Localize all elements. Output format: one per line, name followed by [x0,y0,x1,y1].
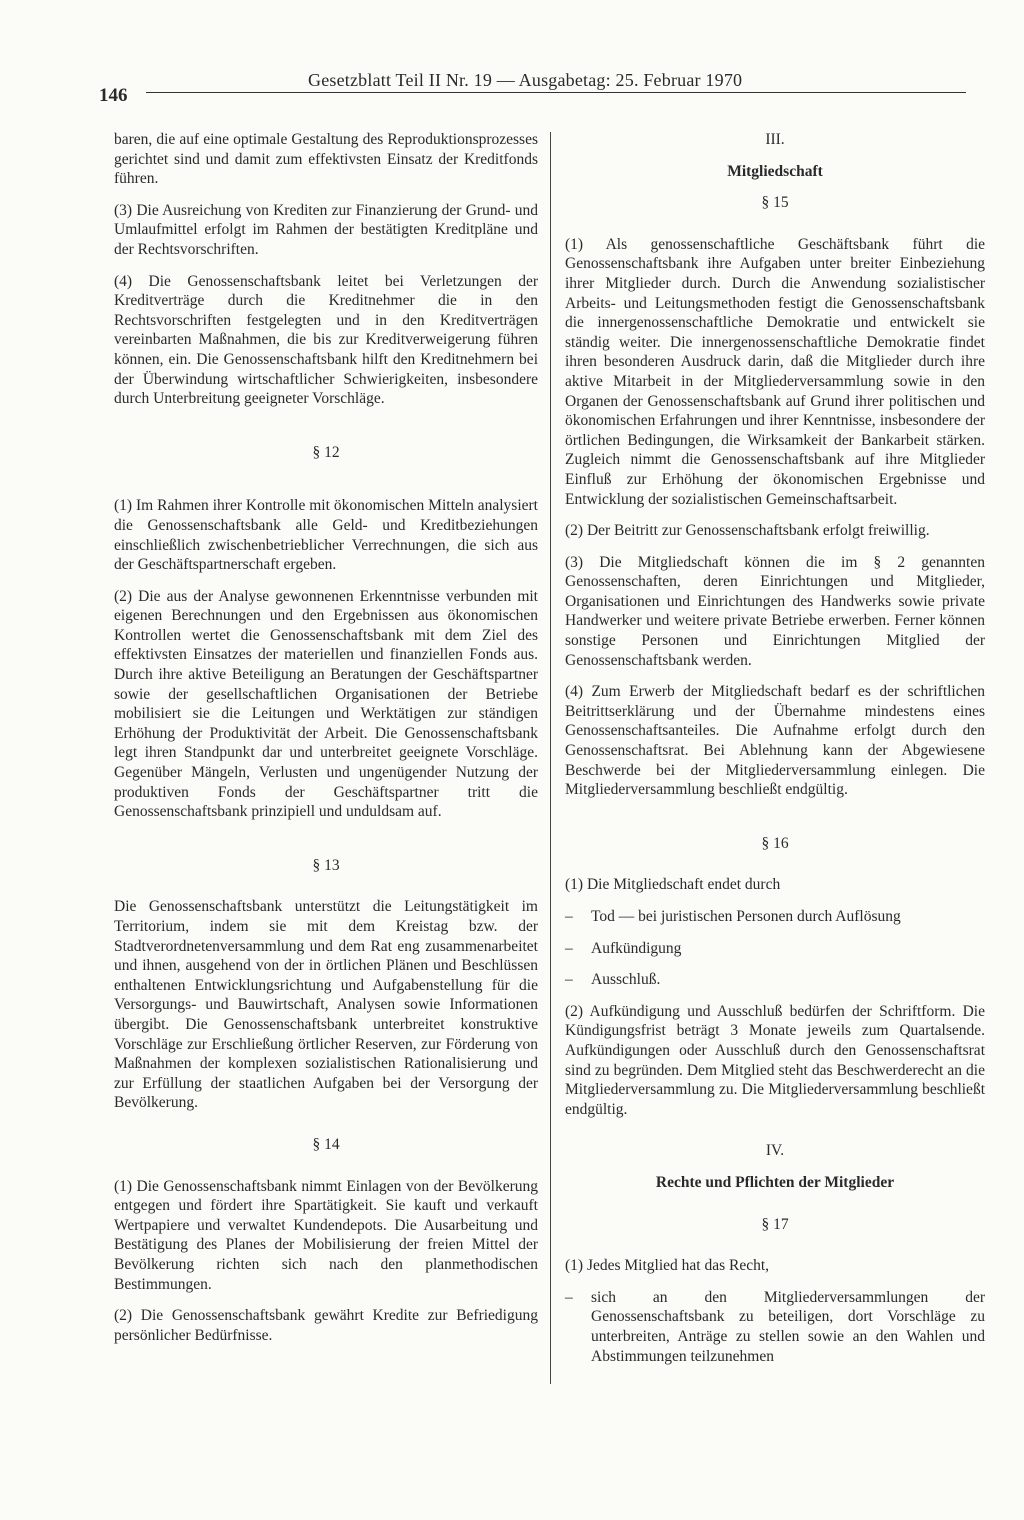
paragraph-13: Die Genossenschaftsbank unterstützt die Leitungstätigkeit im Territorium, indem sie mit dem Kreistag bzw. der Stadtverordnetenversammlung und dem Rat eng zusammenarbeitet und ihnen, ausgehend von der in örtlichen Plänen und Beschlüssen enthaltenen Entwicklungsrichtung und Aufgabenstellung für die Versorgungs- und Bauwirtschaft, Analysen sowie Informationen übergibt. Die Genossenschaftsbank unterbreitet konstruktive Vorschläge zur Erschließung örtlicher Reserven, zur Förderung von Maßnahmen der komplexen sozialistischen Rationalisierung und zur Erfüllung der staatlichen Aufgaben bei der Versorgung der Bevölkerung. [114,898,538,1112]
section-17-heading: § 17 [761,1215,789,1233]
part-4-title: Rechte und Pflichten der Mitglieder [655,1173,895,1191]
paragraph-17-1: (1) Jedes Mitglied hat das Recht, [565,1257,770,1275]
dash-marker: – [565,971,573,989]
list-item-text: sich an den Mitgliederversammlungen der Genossenschaftsbank zu beteiligen, dort Vorschläge zu unterbreiten, Anträge zu stellen sowie an den Wahlen und Abstimmungen teilzunehmen [591,1288,985,1365]
paragraph-16-2: (2) Aufkündigung und Ausschluß bedürfen der Schriftform. Die Kündigungsfrist beträgt 3 Monate jeweils zum Quartalsende. Aufkündigungen oder Ausschluß durch den Genossenschaftsrat sind zu begründen. Dem Mitglied steht das Beschwerderecht an die Mitgliederversammlung zu. Die Mitgliederversammlung beschließt endgültig. [565,1002,985,1118]
dash-marker: – [565,939,573,957]
paragraph-15-4: (4) Zum Erwerb der Mitgliedschaft bedarf es der schriftlichen Beitrittserklärung und der Übernahme mindestens eines Genossenschaftsanteiles. Die Aufnahme erfolgt durch den Genossenschaftsrat. Bei Ablehnung kann der Abgewiesene Beschwerde bei der Mitgliederversammlung einlegen. Die Mitgliederversammlung beschließt endgültig. [565,683,985,799]
section-16-heading: § 16 [761,834,789,852]
paragraph-15-1: (1) Als genossenschaftliche Geschäftsbank führt die Genossenschaftsbank ihre Aufgaben unter breiter Einbeziehung ihrer Mitglieder durch. Durch die Anwendung sozialistischer Arbeits- und Leitungsmethoden festigt die Genossenschaftsbank die innergenossenschaftliche Demokratie und entwickelt sie ständig weiter. Die innergenossenschaftliche Demokratie findet ihren besonderen Ausdruck darin, daß die Mitglieder durch ihre aktive Mitarbeit in der Mitgliederversammlung sowie in den Organen der Genossenschaftsbank auf Grund ihrer politischen und ökonomischen Erfahrungen und ihrer Kenntnisse, insbesondere der örtlichen Bedingungen, die Wirksamkeit der Bankarbeit stärken. Zugleich nimmt die Genossenschaftsbank auf ihre Mitglieder Einfluß zur Erhöhung der ökonomischen Ergebnisse und Entwicklung der sozialistischen Gemeinschaftsarbeit. [565,235,985,508]
dash-marker: – [565,1288,573,1306]
paragraph-11-3: (3) Die Ausreichung von Krediten zur Finanzierung der Grund- und Umlaufmittel erfolgt im Rahmen der bestätigten Kreditpläne und der Rechtsvorschriften. [114,201,538,258]
paragraph-14-1: (1) Die Genossenschaftsbank nimmt Einlagen von der Bevölkerung entgegen und fördert ihre Spartätigkeit. Sie kauft und verkauft Wertpapiere und verwaltet Kundendepots. Die Ausarbeitung und Bestätigung des Planes der Mobilisierung der freien Mittel der Bevölkerung richten sich nach den planmethodischen Bestimmungen. [114,1177,538,1293]
part-3-title: Mitgliedschaft [727,162,823,180]
running-title: Gesetzblatt Teil II Nr. 19 — Ausgabetag: 25. Februar 1970 [308,70,743,90]
list-item [565,970,985,990]
list-item-text: Ausschluß. [591,971,661,989]
section-14-heading: § 14 [312,1135,340,1153]
list-item [565,939,985,959]
paragraph-11-4: (4) Die Genossenschaftsbank leitet bei Verletzungen der Kreditverträge durch die Kreditnehmer die in den Rechtsvorschriften festgelegten und in den Kreditverträgen vereinbarten Maßnahmen, die bis zur Kreditverweigerung führen können, ein. Die Genossenschaftsbank hilft den Kreditnehmern bei der Überwindung wirtschaftlicher Schwierigkeiten, insbesondere durch Unterbreitung geeigneter Vorschläge. [114,272,538,408]
dash-marker: – [565,908,573,925]
page-number: 146 [99,85,128,106]
column-divider [550,132,551,1384]
paragraph-continuation: baren, die auf eine optimale Gestaltung des Reproduktionsprozesses gerichtet sind und damit zum effektivsten Einsatz der Kreditfonds führen. [114,131,538,188]
part-4-numeral: IV. [765,1142,785,1160]
header-rule [146,92,966,93]
paragraph-16-1: (1) Die Mitgliedschaft endet durch [565,876,781,894]
paragraph-15-2: (2) Der Beitritt zur Genossenschaftsbank erfolgt freiwillig. [565,522,930,540]
section-13-heading: § 13 [312,856,340,874]
left-column [114,130,538,1345]
section-15-heading: § 15 [761,194,789,212]
paragraph-12-1: (1) Im Rahmen ihrer Kontrolle mit ökonomischen Mitteln analysiert die Genossenschaftsbank alle Geld- und Kreditbeziehungen einschließlich zwischenbetrieblicher Verrechnungen, die sich aus der Geschäftspartnerschaft ergeben. [114,497,538,574]
list-item-text: Tod — bei juristischen Personen durch Auflösung [591,908,901,925]
paragraph-15-3: (3) Die Mitgliedschaft können die im § 2 genannten Genossenschaften, deren Einrichtungen und Mitglieder, Organisationen und Einrichtungen des Handwerks sowie private Handwerker und weitere private Betriebe erwerben. Ferner können sonstige Personen und Einrichtungen Mitglied der Genossenschaftsbank werden. [565,553,985,669]
section-12-heading: § 12 [312,443,340,461]
page-header [0,0,1024,110]
list-item-text: Aufkündigung [591,939,682,957]
list-item [565,1288,985,1366]
paragraph-14-2: (2) Die Genossenschaftsbank gewährt Kredite zur Befriedigung persönlicher Bedürfnisse. [114,1307,538,1344]
part-3-numeral: III. [765,131,785,148]
list-item [565,907,985,927]
right-column [565,130,985,1366]
paragraph-12-2: (2) Die aus der Analyse gewonnenen Erkenntnisse verbunden mit eigenen Berechnungen und den Ergebnissen aus ökonomischen Kontrollen wertet die Genossenschaftsbank mit dem Ziel des effektivsten Einsatzes der materiellen und finanziellen Fonds aus. Durch ihre aktive Beteiligung an Beratungen der Geschäftspartner sowie der gesellschaftlichen Organisationen der Betriebe mobilisiert sie die Leitungen und Werktätigen zur ständigen Erhöhung der Produktivität der Arbeit. Die Genossenschaftsbank legt ihren Standpunkt dar und unterbreitet geeignete Vorschläge. Gegenüber Mängeln, Verlusten und ungenügender Nutzung der produktiven Fonds der Geschäftspartner tritt die Genossenschaftsbank prinzipiell und unduldsam auf. [114,587,538,821]
